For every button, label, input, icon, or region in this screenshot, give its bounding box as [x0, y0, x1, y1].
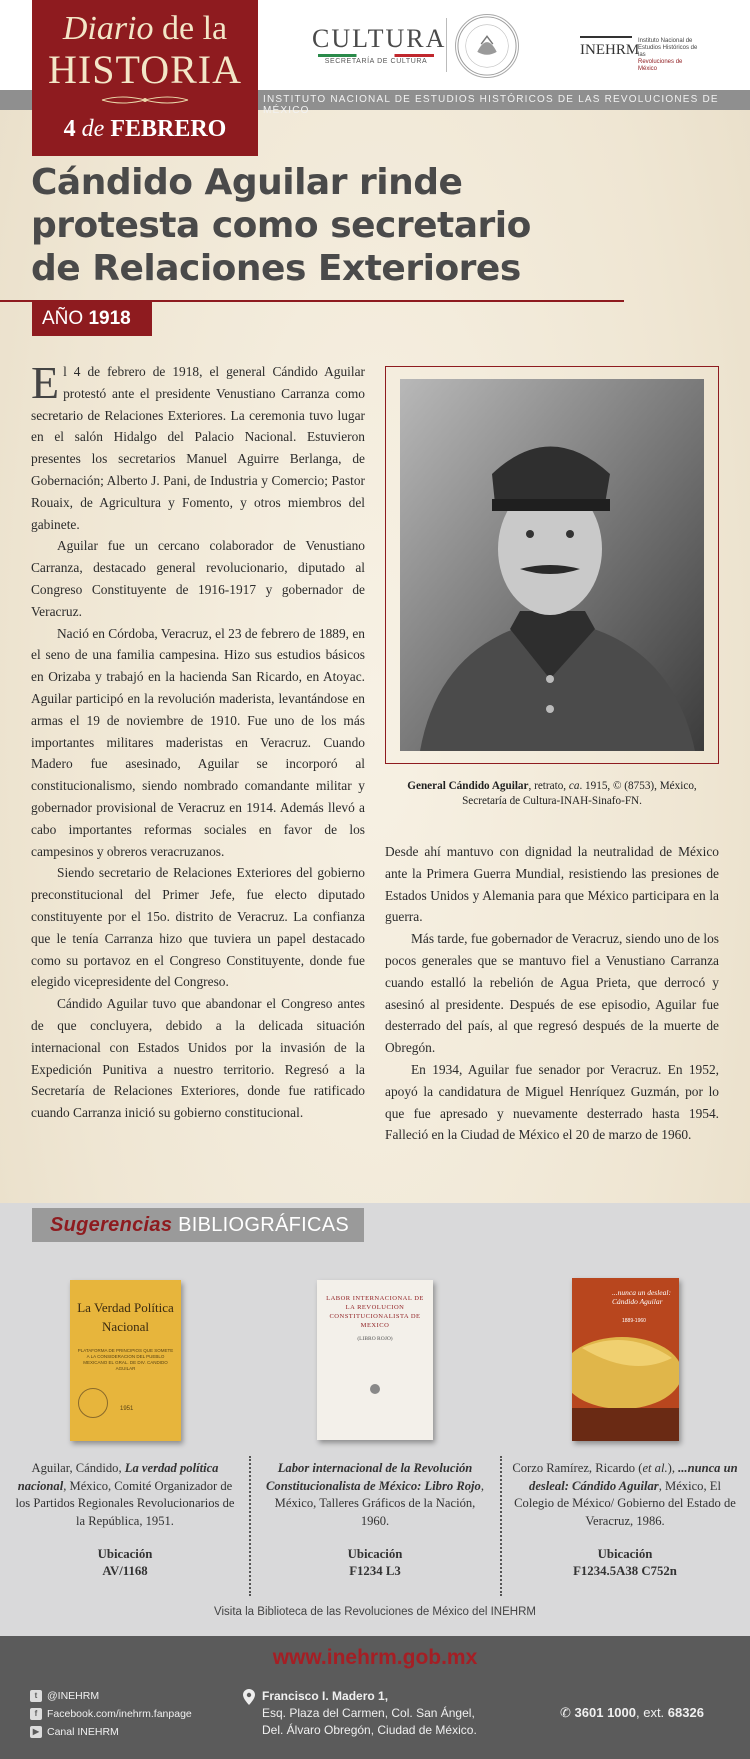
book-1-cover-sub: PLATAFORMA DE PRINCIPIOS QUE SOMETE A LA CONSIDERACION DEL PUEBLO MEXICANO EL GRAL. DE DIV. CANDIDO AGUILAR: [77, 1348, 174, 1371]
portrait-frame: [385, 366, 719, 764]
cultura-flag-bar: [318, 54, 434, 57]
book-1-cover-year: 1951: [120, 1406, 134, 1412]
facebook-link[interactable]: f Facebook.com/inehrm.fanpage: [30, 1705, 192, 1723]
cultura-subtitle: SECRETARÍA DE CULTURA: [324, 58, 428, 65]
book-3-cover-years: 1889-1960: [622, 1318, 646, 1324]
paragraph-3: Nació en Córdoba, Veracruz, el 23 de febrero de 1889, en el seno de una familia campesina. Hizo sus estudios básicos en Orizaba y trabajó en la hacienda San Ricardo, en Atoyac. Aguilar participó en la revolución maderista, levantándose en armas el 19 de noviembre de 1910. Fue uno de los más importantes militares maderistas en Veracruz. Cuando Madero fue asesinado, Aguilar se incorporó al constitucionalismo, siendo nombrado comandante militar y gobernador provisional de Veracruz en 1914. Además llevó a cabo importantes reformas sociales en favor de los campesinos y obreros veracruzanos.: [31, 625, 365, 859]
mexico-seal-icon: [455, 14, 519, 78]
paragraph-6: Desde ahí mantuvo con dignidad la neutralidad de México ante la Primera Guerra Mundial, resistiendo las presiones de Estados Unidos y Alemania para que México participara en la guerra.: [385, 844, 719, 925]
article-title: Cándido Aguilar rinde protesta como secretario de Relaciones Exteriores: [31, 162, 531, 289]
twitter-icon: t: [30, 1690, 42, 1702]
library-visit-text: Visita la Biblioteca de las Revoluciones de México del INEHRM: [214, 1606, 536, 1618]
youtube-icon: ▶: [30, 1726, 42, 1738]
paragraph-8: En 1934, Aguilar fue senador por Veracruz. En 1952, apoyó la candidatura de Miguel Henríquez Guzmán, por lo que fue apresado y nuevamente desterrado hasta 1954. Falleció en la Ciudad de México el 20 de marzo de 1960.: [385, 1061, 719, 1143]
book-location-1: Ubicación AV/1168: [97, 1547, 153, 1578]
phone-icon: ✆: [560, 1705, 571, 1720]
institute-bar-text: INSTITUTO NACIONAL DE ESTUDIOS HISTÓRICOS DE LAS REVOLUCIONES DE MÉXICO: [263, 94, 719, 116]
dropcap: E: [31, 357, 60, 408]
paragraph-1: El 4 de febrero de 1918, el general Cándido Aguilar protestó ante el presidente Venustiano Carranza como secretario de Relaciones Exteriores. La ceremonia tuvo lugar en el salón Hidalgo del Palacio Nacional. Estuvieron presentes los secretarios Manuel Aguirre Berlanga, de Gobernación; Alberto J. Pani, de Industria y Comercio; Pastor Rouaix, de Agricultura y Fomento, y otros miembros del gabinete.: [31, 357, 365, 532]
suggestions-heading: Sugerencias BIBLIOGRÁFICAS: [32, 1208, 364, 1242]
book-2-cover-sub: (LIBRO ROJO): [357, 1336, 393, 1342]
logo-divider: [446, 18, 447, 72]
cultura-title: CULTURA: [312, 24, 447, 53]
footer: [0, 1636, 750, 1759]
cultura-logo: [312, 24, 447, 65]
ornament-icon: [100, 94, 190, 106]
book-1-cover-title: La Verdad Política Nacional: [77, 1300, 174, 1334]
book-location-2: Ubicación F1234 L3: [347, 1547, 403, 1578]
book-cover-1[interactable]: [70, 1280, 181, 1441]
book-reference-2: Labor internacional de la Revolución Constitucionalista de México: Libro Rojo, México, Talleres Gráficos de la Nación, 1960.: [266, 1461, 484, 1528]
location-pin-icon: [243, 1689, 255, 1705]
portrait-illustration: [400, 379, 704, 751]
inehrm-logo: [580, 36, 700, 72]
book-2-emblem-icon: [370, 1384, 380, 1394]
badge-line2: HISTORIA: [48, 47, 242, 92]
paragraph-5: Cándido Aguilar tuvo que abandonar el Congreso antes de que concluyera, debido a la delicada situación internacional con Estados Unidos por la invasión de la Expedición Punitiva a nuestro territorio. Regresó a la Secretaría de Relaciones Exteriores, donde fue ratificado cuando Carranza inició su gobierno constitucional.: [31, 996, 365, 1121]
website-link[interactable]: www.inehrm.gob.mx: [272, 1646, 478, 1669]
book-location-3: Ubicación F1234.5A38 C752n: [573, 1547, 677, 1578]
paragraph-7: Más tarde, fue gobernador de Veracruz, siendo uno de los pocos generales que se mantuvo fiel a Venustiano Carranza cuando estalló la rebelión de Agua Prieta, que derrocó y asesinó al presidente. Después de ese episodio, Aguilar fue desterrado del país, al que regresó después de la muerte de Obregón.: [385, 931, 720, 1056]
twitter-link[interactable]: t @INEHRM: [30, 1687, 192, 1705]
article-column-left: [31, 357, 365, 1124]
portrait-caption: General Cándido Aguilar, retrato, ca. 1915, © (8753), México, Secretaría de Cultura-INAH-Sinafo-FN.: [407, 780, 697, 807]
book-cover-2[interactable]: [317, 1280, 433, 1440]
phone-number[interactable]: ✆ 3601 1000, ext. 68326: [560, 1705, 704, 1720]
book-reference-1: Aguilar, Cándido, La verdad política nacional, México, Comité Organizador de los Partidos Regionales Revolucionarios de la República, 1951.: [15, 1461, 235, 1528]
paragraph-4: Siendo secretario de Relaciones Exteriores del gobierno preconstitucional del Primer Jefe, fue electo diputado constituyente por el 15o. distrito de Veracruz. La confianza que le tenía Carranza hizo que tuviera un papel destacado como su portavoz en el Congreso Constituyente, donde fue elegido vicepresidente del Congreso.: [31, 865, 365, 990]
inehrm-logo-short: INEHRM: [580, 36, 632, 62]
book-reference-3: Corzo Ramírez, Ricardo (et al.), ...nunca un desleal: Cándido Aguilar, México, El Colegio de México/ Gobierno del Estado de Veracruz, 1986.: [512, 1461, 738, 1528]
badge-line1: Diario de la: [62, 10, 228, 47]
book-cover-3[interactable]: [572, 1278, 679, 1441]
book-3-cover-title: ...nunca un desleal: Cándido Aguilar: [612, 1288, 671, 1306]
portrait-photo: [400, 379, 704, 751]
book-1-stamp-icon: [78, 1388, 108, 1418]
paragraph-2: Aguilar fue un cercano colaborador de Venustiano Carranza, destacado general revolucionario, diputado al Congreso Constituyente de 1916-1917 y gobernador de Veracruz.: [31, 538, 365, 619]
youtube-link[interactable]: ▶ Canal INEHRM: [30, 1723, 192, 1741]
year-badge: AÑO 1918: [32, 302, 152, 336]
divider-dotted-2: [500, 1456, 502, 1596]
inehrm-logo-long: Instituto Nacional de Estudios Históricos de las Revoluciones de México: [638, 38, 698, 72]
facebook-icon: f: [30, 1708, 42, 1720]
divider-dotted-1: [249, 1456, 251, 1596]
address: Francisco I. Madero 1, Esq. Plaza del Carmen, Col. San Ángel, Del. Álvaro Obregón, Ciudad de México.: [262, 1689, 477, 1737]
diario-badge: [32, 0, 258, 156]
social-links: [30, 1687, 192, 1741]
badge-date: 4 de FEBRERO: [63, 116, 227, 142]
article-column-right: [385, 841, 719, 1146]
book-2-cover-title: LABOR INTERNACIONAL DE LA REVOLUCION CONSTITUCIONALISTA DE MEXICO: [326, 1295, 424, 1329]
